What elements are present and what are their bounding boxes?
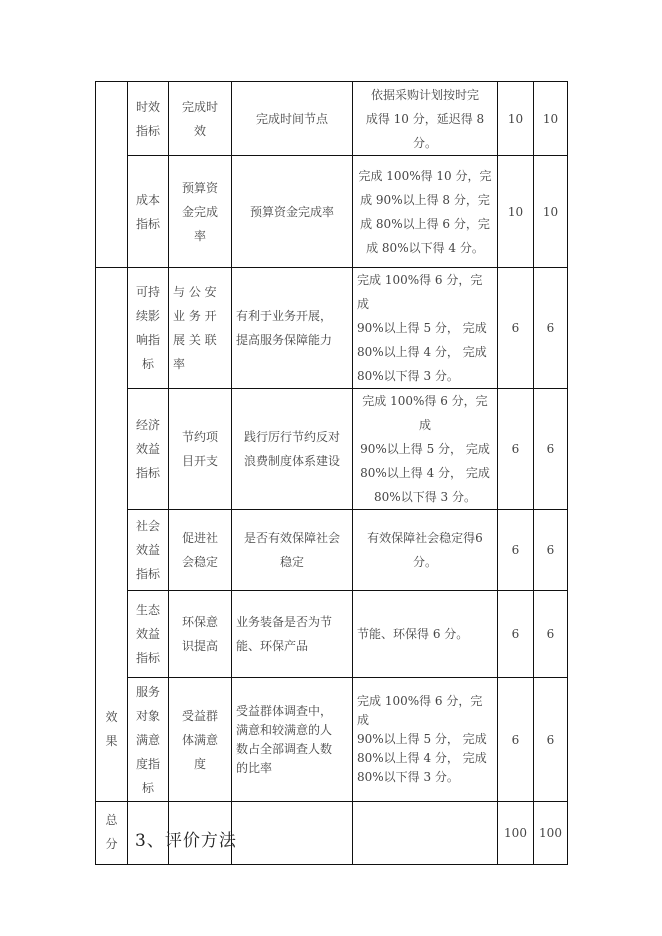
table-row <box>96 389 568 510</box>
indicator-content: 业务装备是否为节 能、环保产品 <box>232 591 353 678</box>
table-row <box>96 268 568 389</box>
scoring-criteria: 有效保障社会稳定得6 分。 <box>353 510 498 591</box>
indicator-content: 预算资金完成率 <box>232 156 353 268</box>
scoring-criteria: 完成 100%得 6 分，完成 90%以上得 5 分， 完成 80%以上得 4 分， 完成 80%以下得 3 分。 <box>353 389 498 510</box>
scoring-criteria: 完成 100%得 10 分，完 成 90%以上得 8 分，完 成 80%以上得 6 分，完 成 80%以下得 4 分。 <box>353 156 498 268</box>
indicator-content: 完成时间节点 <box>232 82 353 156</box>
table-row <box>96 82 568 156</box>
score: 6 <box>534 268 568 389</box>
scoring-criteria: 依据采购计划按时完 成得 10 分，延迟得 8 分。 <box>353 82 498 156</box>
score: 6 <box>534 389 568 510</box>
total-label: 总 分 <box>96 802 128 865</box>
weight: 6 <box>498 591 534 678</box>
performance-indicator-table <box>95 81 568 865</box>
level2-indicator: 成本 指标 <box>128 156 169 268</box>
level3-indicator: 预算资 金完成 率 <box>169 156 232 268</box>
weight: 10 <box>498 156 534 268</box>
score: 6 <box>534 678 568 802</box>
level3-indicator: 节约项 目开支 <box>169 389 232 510</box>
table-row <box>96 156 568 268</box>
level1-effect: 效 果 <box>96 268 128 802</box>
level2-indicator: 服务 对象 满意 度指 标 <box>128 678 169 802</box>
total-score: 100 <box>534 802 568 865</box>
weight: 6 <box>498 510 534 591</box>
table-row <box>96 678 568 802</box>
section-heading: 3、评价方法 <box>135 831 237 851</box>
score: 6 <box>534 510 568 591</box>
level3-indicator: 环保意 识提高 <box>169 591 232 678</box>
score: 10 <box>534 156 568 268</box>
level2-indicator: 社会 效益 指标 <box>128 510 169 591</box>
total-weight: 100 <box>498 802 534 865</box>
level3-indicator: 完成时 效 <box>169 82 232 156</box>
weight: 6 <box>498 268 534 389</box>
weight: 6 <box>498 389 534 510</box>
level2-indicator: 可持 续影 响指 标 <box>128 268 169 389</box>
level2-indicator: 生态 效益 指标 <box>128 591 169 678</box>
indicator-content: 有利于业务开展， 提高服务保障能力 <box>232 268 353 389</box>
weight: 10 <box>498 82 534 156</box>
table-row <box>96 510 568 591</box>
level3-indicator: 促进社 会稳定 <box>169 510 232 591</box>
empty-cell <box>353 802 498 865</box>
scoring-criteria: 节能、环保得 6 分。 <box>353 591 498 678</box>
indicator-content: 是否有效保障社会 稳定 <box>232 510 353 591</box>
scoring-criteria: 完成 100%得 6 分，完成 90%以上得 5 分， 完成 80%以上得 4 分， 完成 80%以下得 3 分。 <box>353 678 498 802</box>
weight: 6 <box>498 678 534 802</box>
scoring-criteria: 完成 100%得 6 分，完成 90%以上得 5 分， 完成 80%以上得 4 分， 完成 80%以下得 3 分。 <box>353 268 498 389</box>
level2-indicator: 经济 效益 指标 <box>128 389 169 510</box>
table-row <box>96 591 568 678</box>
level2-indicator: 时效 指标 <box>128 82 169 156</box>
indicator-content: 践行厉行节约反对 浪费制度体系建设 <box>232 389 353 510</box>
level3-indicator: 与 公 安 业 务 开 展 关 联 率 <box>169 268 232 389</box>
level1-cell-empty <box>96 82 128 268</box>
score: 10 <box>534 82 568 156</box>
indicator-content: 受益群体调查中， 满意和较满意的人 数占全部调查人数 的比率 <box>232 678 353 802</box>
score: 6 <box>534 591 568 678</box>
level3-indicator: 受益群 体满意 度 <box>169 678 232 802</box>
empty-cell <box>232 802 353 865</box>
